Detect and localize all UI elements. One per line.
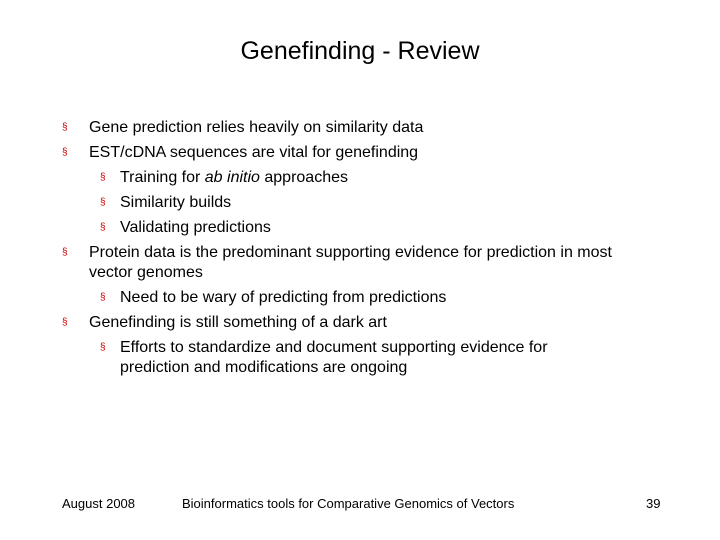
bullet-text: Validating predictions <box>120 219 271 236</box>
bullet-marker-icon: § <box>100 342 106 353</box>
bullet-text-pre: Training for <box>120 169 205 186</box>
sub-bullet-item <box>0 218 620 238</box>
bullet-text: Need to be wary of predicting from predictions <box>120 289 447 306</box>
bullet-item <box>0 313 649 333</box>
slide-title: Genefinding - Review <box>240 37 480 65</box>
bullet-item <box>0 118 649 138</box>
bullet-list <box>0 118 720 383</box>
bullet-text: Efforts to standardize and document supporting evidence for prediction and modifications are ongoing <box>120 339 548 376</box>
bullet-marker-icon: § <box>62 122 68 133</box>
sub-bullet-item <box>0 338 620 378</box>
sub-bullet-item <box>0 193 620 213</box>
bullet-marker-icon: § <box>100 222 106 233</box>
bullet-marker-icon: § <box>62 317 68 328</box>
bullet-text: Genefinding is still something of a dark art <box>89 314 387 331</box>
bullet-text: Similarity builds <box>120 194 232 211</box>
bullet-text: Protein data is the predominant supporting evidence for prediction in most vector genomes <box>89 244 612 281</box>
bullet-item <box>0 243 649 283</box>
sub-bullet-item <box>0 168 620 188</box>
bullet-marker-icon: § <box>100 292 106 303</box>
bullet-marker-icon: § <box>100 172 106 183</box>
page-number: 39 <box>646 496 661 511</box>
bullet-text: Gene prediction relies heavily on similarity data <box>89 119 424 136</box>
footer-title: Bioinformatics tools for Comparative Genomics of Vectors <box>182 496 515 511</box>
bullet-item <box>0 143 649 163</box>
bullet-marker-icon: § <box>62 247 68 258</box>
bullet-marker-icon: § <box>100 197 106 208</box>
bullet-marker-icon: § <box>62 147 68 158</box>
sub-bullet-item <box>0 288 620 308</box>
footer-date: August 2008 <box>62 496 136 511</box>
bullet-text-post: approaches <box>259 169 348 186</box>
bullet-text-emphasis: ab initio <box>204 169 260 186</box>
bullet-text: EST/cDNA sequences are vital for genefinding <box>89 144 419 161</box>
